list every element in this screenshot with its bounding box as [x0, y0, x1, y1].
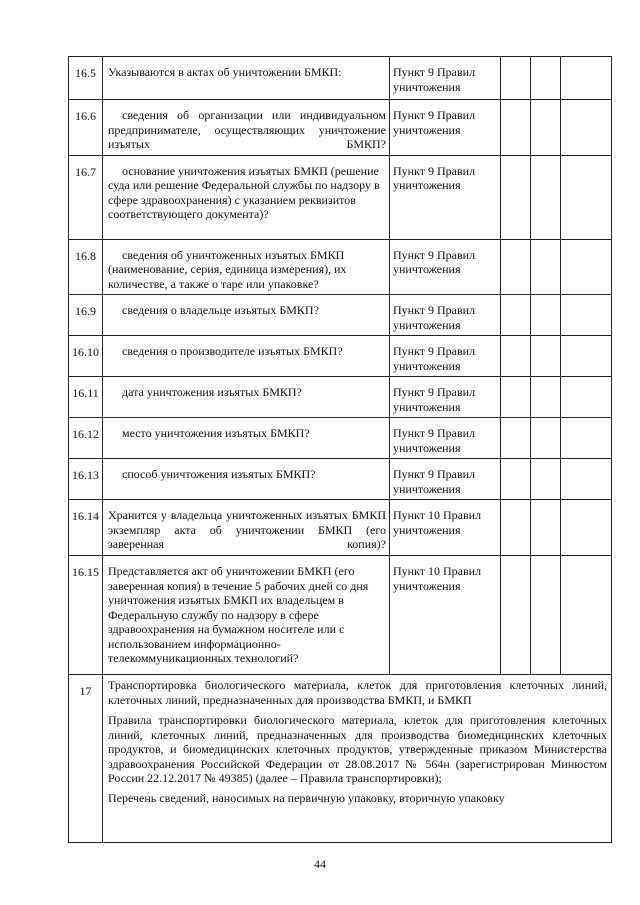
answer-yes-cell	[501, 155, 531, 239]
legal-reference	[390, 500, 501, 556]
item-number: 16.8	[69, 239, 103, 295]
table-row	[69, 57, 612, 100]
requirement-text: сведения об уничтоженных изъятых БМКП (наименование, серия, единица измерения), их количестве, а также о таре или упаковке?	[103, 239, 390, 295]
reference-line: Пункт 9 Правил	[393, 65, 476, 79]
answer-na-cell	[561, 500, 612, 556]
section-row	[69, 675, 612, 843]
item-number: 16.13	[69, 459, 103, 500]
requirement-text: сведения об организации или индивидуальном предпринимателе, осуществляющих уничтожение изъятых БМКП?	[103, 100, 390, 156]
answer-yes-cell	[501, 239, 531, 295]
reference-line: Пункт 10 Правил	[393, 564, 482, 578]
checklist-table	[68, 56, 612, 843]
table-row	[69, 155, 612, 239]
reference-line: уничтожения	[393, 358, 461, 373]
answer-no-cell	[531, 556, 561, 675]
answer-no-cell	[531, 418, 561, 459]
table-row	[69, 377, 612, 418]
legal-reference	[390, 155, 501, 239]
reference-line: уничтожения	[393, 178, 461, 192]
reference-line: Пункт 9 Правил	[393, 385, 476, 399]
table-row	[69, 500, 612, 556]
answer-na-cell	[561, 295, 612, 336]
answer-no-cell	[531, 377, 561, 418]
section-body	[103, 675, 612, 843]
item-number: 16.5	[69, 57, 103, 100]
requirement-text: место уничтожения изъятых БМКП?	[103, 418, 390, 459]
legal-reference	[390, 418, 501, 459]
table-row	[69, 418, 612, 459]
answer-yes-cell	[501, 336, 531, 377]
reference-line: уничтожения	[393, 122, 461, 137]
answer-no-cell	[531, 57, 561, 100]
answer-no-cell	[531, 239, 561, 295]
legal-reference	[390, 239, 501, 295]
answer-yes-cell	[501, 295, 531, 336]
reference-line: Пункт 9 Правил	[393, 108, 476, 122]
reference-line: уничтожения	[393, 262, 461, 276]
table-row	[69, 100, 612, 156]
item-number: 16.14	[69, 500, 103, 556]
answer-na-cell	[561, 418, 612, 459]
page-number: 44	[314, 857, 326, 871]
item-number: 16.6	[69, 100, 103, 156]
answer-no-cell	[531, 155, 561, 239]
section-title: Транспортировка биологического материала, клеток для приготовления клеточных линий, клеточных линий, предназначенных для производства БМКП, и БМКП	[108, 678, 607, 707]
section-number: 17	[69, 675, 103, 843]
requirement-text: Хранится у владельца уничтоженных изъятых БМКП экземпляр акта об уничтожении БМКП (его заверенная копия)?	[103, 500, 390, 556]
item-number: 16.9	[69, 295, 103, 336]
answer-na-cell	[561, 336, 612, 377]
legal-reference	[390, 295, 501, 336]
legal-reference	[390, 556, 501, 675]
answer-na-cell	[561, 556, 612, 675]
answer-yes-cell	[501, 556, 531, 675]
table-row	[69, 459, 612, 500]
answer-na-cell	[561, 239, 612, 295]
requirement-text: основание уничтожения изъятых БМКП (решение суда или решение Федеральной службы по надзору в сфере здравоохранения) с указанием реквизитов соответствующего документа)?	[103, 155, 390, 239]
legal-reference	[390, 100, 501, 156]
answer-yes-cell	[501, 377, 531, 418]
reference-line: Пункт 9 Правил	[393, 247, 476, 262]
answer-na-cell	[561, 377, 612, 418]
reference-line: Пункт 9 Правил	[393, 303, 476, 317]
answer-no-cell	[531, 100, 561, 156]
item-number: 16.10	[69, 336, 103, 377]
item-number: 16.15	[69, 556, 103, 675]
reference-line: уничтожения	[393, 522, 461, 537]
answer-no-cell	[531, 500, 561, 556]
reference-line: Пункт 9 Правил	[393, 344, 476, 358]
answer-yes-cell	[501, 57, 531, 100]
answer-na-cell	[561, 100, 612, 156]
answer-no-cell	[531, 336, 561, 377]
section-paragraph: Правила транспортировки биологического материала, клеток для приготовления клеточных линий, клеточных линий, предназначенных для производства биомедицинских клеточных продуктов, и биомедицинских клеточных продуктов, утвержденные приказом Министерства здравоохранения Российской Федерации от 28.08.2017 № 564н (зарегистрирован Минюстом России 22.12.2017 № 49385) (далее – Правила транспортировки);	[108, 713, 607, 785]
requirement-text: сведения о владельце изъятых БМКП?	[103, 295, 390, 336]
legal-reference	[390, 377, 501, 418]
requirement-text: способ уничтожения изъятых БМКП?	[103, 459, 390, 500]
reference-line: Пункт 10 Правил	[393, 508, 482, 522]
reference-line: Пункт 9 Правил	[393, 426, 476, 440]
reference-line: Пункт 9 Правил	[393, 163, 476, 178]
table-row	[69, 295, 612, 336]
requirement-text: Представляется акт об уничтожении БМКП (его заверенная копия) в течение 5 рабочих дней со дня уничтожения изъятых БМКП их владельцем в Федеральную службу по надзору в сфере здравоохранения на бумажном носителе или с использованием информационно-телекоммуникационных технологий?	[103, 556, 390, 675]
legal-reference	[390, 336, 501, 377]
legal-reference	[390, 57, 501, 100]
answer-yes-cell	[501, 459, 531, 500]
item-number: 16.12	[69, 418, 103, 459]
answer-yes-cell	[501, 500, 531, 556]
reference-line: уничтожения	[393, 481, 461, 496]
answer-yes-cell	[501, 418, 531, 459]
answer-na-cell	[561, 459, 612, 500]
answer-na-cell	[561, 57, 612, 100]
answer-yes-cell	[501, 100, 531, 156]
requirement-text: дата уничтожения изъятых БМКП?	[103, 377, 390, 418]
answer-no-cell	[531, 295, 561, 336]
reference-line: уничтожения	[393, 317, 461, 332]
item-number: 16.7	[69, 155, 103, 239]
item-number: 16.11	[69, 377, 103, 418]
requirement-text: Указываются в актах об уничтожении БМКП:	[103, 57, 390, 100]
requirement-text: сведения о производителе изъятых БМКП?	[103, 336, 390, 377]
answer-na-cell	[561, 155, 612, 239]
reference-line: уничтожения	[393, 399, 461, 414]
reference-line: уничтожения	[393, 79, 461, 94]
table-row	[69, 239, 612, 295]
table-row	[69, 336, 612, 377]
table-row	[69, 556, 612, 675]
reference-line: уничтожения	[393, 440, 461, 455]
reference-line: Пункт 9 Правил	[393, 467, 476, 481]
reference-line: уничтожения	[393, 578, 461, 593]
answer-no-cell	[531, 459, 561, 500]
section-paragraph: Перечень сведений, наносимых на первичную упаковку, вторичную упаковку	[108, 790, 505, 805]
legal-reference	[390, 459, 501, 500]
